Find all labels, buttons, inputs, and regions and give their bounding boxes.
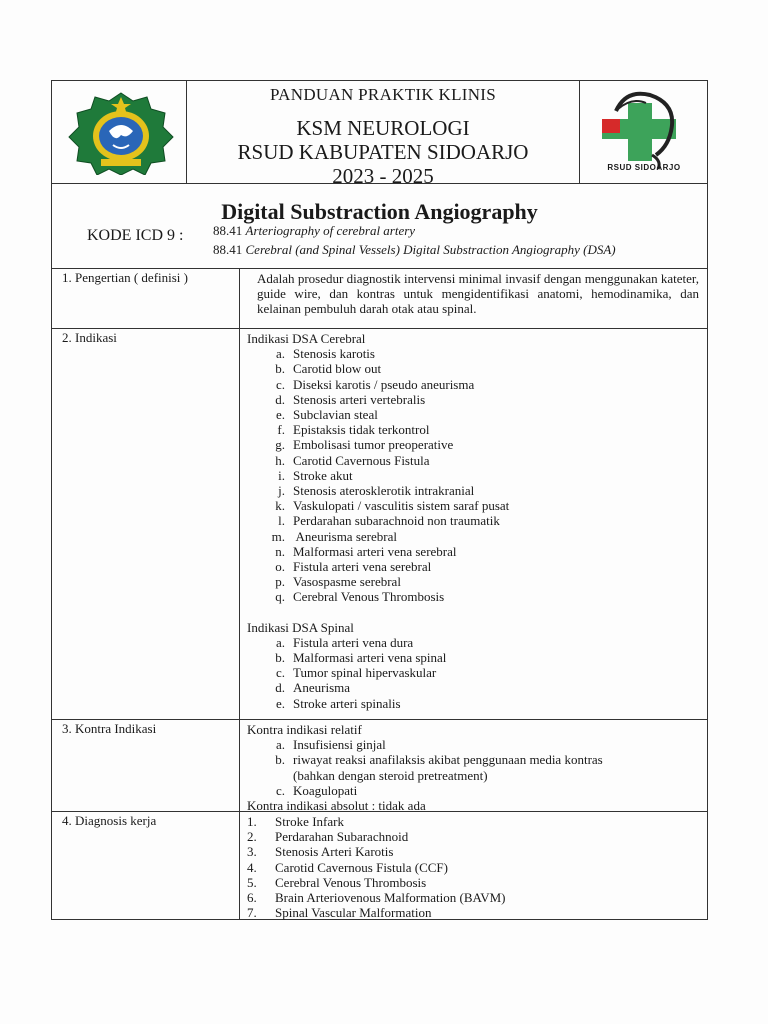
icd-description: Cerebral (and Spinal Vessels) Digital Substraction Angiography (DSA) xyxy=(245,242,616,257)
list-marker: o. xyxy=(275,559,285,575)
list-marker: 1. xyxy=(247,814,257,829)
list-marker: 2. xyxy=(247,829,257,845)
list-marker: p. xyxy=(275,574,285,590)
hospital-logo-caption: RSUD SIDOARJO xyxy=(607,163,681,172)
list-item xyxy=(247,361,699,376)
list-item xyxy=(247,483,699,498)
list-marker: a. xyxy=(275,634,285,650)
list-item xyxy=(247,513,699,528)
icd-code: 88.41 xyxy=(213,223,243,238)
list-marker: c. xyxy=(275,665,285,681)
procedure-title: Digital Substraction Angiography xyxy=(221,199,538,224)
list-item xyxy=(247,890,699,905)
list-marker: d. xyxy=(275,391,285,407)
list-item xyxy=(247,665,699,680)
icd-code-line-2 xyxy=(213,242,616,258)
list-item xyxy=(247,544,699,559)
list-marker: m. xyxy=(271,528,285,544)
list-marker: g. xyxy=(275,437,285,453)
list-item xyxy=(247,437,699,452)
list-item xyxy=(247,468,699,483)
list-marker: e. xyxy=(275,407,285,423)
list-item xyxy=(247,768,699,783)
list-text: Vasospasme serebral xyxy=(293,574,401,590)
header-title-cell xyxy=(186,81,580,188)
list-text: Subclavian steal xyxy=(293,407,378,423)
hospital-name: RSUD KABUPATEN SIDOARJO xyxy=(237,140,529,164)
list-text: Stroke akut xyxy=(293,467,353,483)
spinal-heading: Indikasi DSA Spinal xyxy=(247,619,354,635)
list-item xyxy=(247,829,699,844)
list-marker: 5. xyxy=(247,874,257,890)
list-marker: a. xyxy=(275,737,285,753)
list-marker: b. xyxy=(275,650,285,666)
document-type: PANDUAN PRAKTIK KLINIS xyxy=(269,85,497,104)
contraindication-list xyxy=(247,737,699,798)
list-text: Brain Arteriovenous Malformation (BAVM) xyxy=(275,890,506,906)
list-text: Vaskulopati / vasculitis sistem saraf pusat xyxy=(293,498,510,514)
row-label: 3. Kontra Indikasi xyxy=(62,721,157,736)
list-text: Insufisiensi ginjal xyxy=(293,737,386,753)
list-item xyxy=(247,377,699,392)
list-item xyxy=(247,589,699,604)
list-item xyxy=(247,574,699,589)
diagnosis-list xyxy=(247,814,699,920)
kontra-content xyxy=(247,722,699,813)
list-text: Malformasi arteri vena spinal xyxy=(293,650,447,666)
list-marker: c. xyxy=(275,376,285,392)
list-text: (bahkan dengan steroid pretreatment) xyxy=(293,767,488,783)
list-text: Perdarahan subarachnoid non traumatik xyxy=(293,513,500,529)
list-text: Diseksi karotis / pseudo aneurisma xyxy=(293,376,475,392)
list-item xyxy=(247,422,699,437)
list-marker: a. xyxy=(275,346,285,362)
list-text: Stenosis arteri vertebralis xyxy=(293,391,426,407)
row-indikasi xyxy=(51,329,708,720)
list-item xyxy=(247,814,699,829)
cerebral-heading: Indikasi DSA Cerebral xyxy=(247,331,366,346)
list-text: Stenosis Arteri Karotis xyxy=(275,844,394,860)
list-text: Stenosis karotis xyxy=(293,346,375,362)
cerebral-indication-list xyxy=(247,346,699,604)
list-item xyxy=(247,650,699,665)
list-text: Perdarahan Subarachnoid xyxy=(275,829,409,845)
list-text: Aneurisma serebral xyxy=(293,528,397,544)
list-item xyxy=(247,875,699,890)
list-marker: l. xyxy=(278,513,285,529)
list-marker: 6. xyxy=(247,890,257,906)
list-item xyxy=(247,752,699,767)
list-text: Cerebral Venous Thrombosis xyxy=(275,874,427,890)
list-marker: q. xyxy=(275,589,285,605)
list-text: Stroke Infark xyxy=(275,814,344,829)
list-item xyxy=(247,860,699,875)
list-text: Carotid blow out xyxy=(293,361,382,377)
list-marker: j. xyxy=(278,483,285,499)
icd-code: 88.41 xyxy=(213,242,243,257)
list-item xyxy=(247,453,699,468)
list-item xyxy=(247,346,699,361)
list-item xyxy=(247,905,699,920)
icd-description: Arteriography of cerebral artery xyxy=(245,223,416,238)
list-marker: i. xyxy=(278,467,285,483)
list-marker: 4. xyxy=(247,859,257,875)
icd-code-line-1 xyxy=(213,223,415,239)
row-pengertian xyxy=(51,269,708,329)
list-text: Fistula arteri vena dura xyxy=(293,634,414,650)
regency-emblem-icon xyxy=(67,91,175,175)
title-block xyxy=(51,183,708,269)
right-logo-cell xyxy=(579,81,707,183)
list-item xyxy=(247,696,699,711)
list-text: Tumor spinal hipervaskular xyxy=(293,665,437,681)
list-text: Cerebral Venous Thrombosis xyxy=(293,589,445,605)
list-item xyxy=(247,635,699,650)
period-years: 2023 - 2025 xyxy=(332,164,434,188)
list-item xyxy=(247,844,699,859)
list-item xyxy=(247,392,699,407)
list-marker: 3. xyxy=(247,844,257,860)
list-item xyxy=(247,529,699,544)
list-text: Stenosis aterosklerotik intrakranial xyxy=(293,483,475,499)
list-text: riwayat reaksi anafilaksis akibat penggunaan media kontras xyxy=(293,752,603,768)
list-marker: e. xyxy=(275,695,285,711)
list-marker: f. xyxy=(277,422,285,438)
list-text: Stroke arteri spinalis xyxy=(293,695,401,711)
row-label: 4. Diagnosis kerja xyxy=(62,813,157,828)
list-item xyxy=(247,498,699,513)
row-kontra-indikasi xyxy=(51,720,708,812)
indikasi-content xyxy=(247,331,699,711)
list-item xyxy=(247,559,699,574)
department-name: KSM NEUROLOGI xyxy=(296,116,470,140)
list-marker: b. xyxy=(275,752,285,768)
row-diagnosis-kerja xyxy=(51,812,708,920)
relative-heading: Kontra indikasi relatif xyxy=(247,722,362,737)
list-item xyxy=(247,407,699,422)
row-label: 1. Pengertian ( definisi ) xyxy=(62,270,188,285)
spinal-indication-list xyxy=(247,635,699,711)
list-text: Embolisasi tumor preoperative xyxy=(293,437,454,453)
list-marker xyxy=(247,768,293,783)
list-item xyxy=(247,737,699,752)
list-marker: c. xyxy=(275,782,285,798)
list-text: Epistaksis tidak terkontrol xyxy=(293,422,430,438)
left-logo-cell xyxy=(52,81,187,183)
list-text: Spinal Vascular Malformation xyxy=(275,905,432,921)
definition-text: Adalah prosedur diagnostik intervensi minimal invasif dengan menggunakan kateter, guide wire, dan kontras untuk mengidentifikasi anatomi, hemodinamika, dan kelainan pembuluh darah otak atau spinal. xyxy=(257,271,699,317)
list-text: Koagulopati xyxy=(293,782,358,798)
list-marker: b. xyxy=(275,361,285,377)
absolute-contraindication: Kontra indikasi absolut : tidak ada xyxy=(247,798,426,814)
list-text: Carotid Cavernous Fistula (CCF) xyxy=(275,859,448,875)
icd-label: KODE ICD 9 : xyxy=(87,227,184,244)
list-text: Malformasi arteri vena serebral xyxy=(293,543,457,559)
diagnosis-content xyxy=(247,814,699,920)
list-marker: n. xyxy=(275,543,285,559)
list-text: Fistula arteri vena serebral xyxy=(293,559,432,575)
list-marker: 7. xyxy=(247,905,257,921)
list-marker: d. xyxy=(275,680,285,696)
list-text: Carotid Cavernous Fistula xyxy=(293,452,430,468)
list-item xyxy=(247,783,699,798)
list-text: Aneurisma xyxy=(293,680,351,696)
list-marker: k. xyxy=(275,498,285,514)
row-label: 2. Indikasi xyxy=(62,330,117,345)
list-marker: h. xyxy=(275,452,285,468)
header-table xyxy=(51,80,708,188)
list-item xyxy=(247,680,699,695)
